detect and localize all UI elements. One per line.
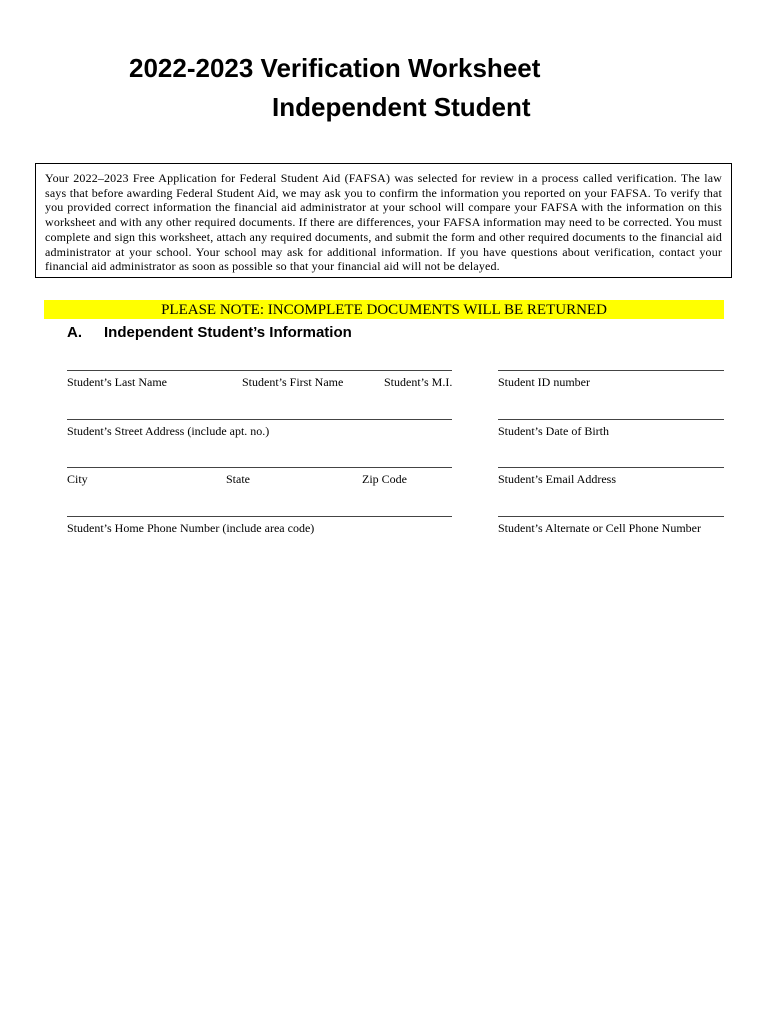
student-id-label: Student ID number	[498, 375, 590, 389]
intro-text: Your 2022–2023 Free Application for Federal Student Aid (FAFSA) was selected for review in a process called verification. The law says that before awarding Federal Student Aid, we may ask you to confirm the information you reported on your FAFSA. To verify that you provided correct information the financial aid administrator at your school will compare your FAFSA with the information on this worksheet and with any other required documents. If there are differences, your FAFSA information may need to be corrected. You must complete and sign this worksheet, attach any required documents, and submit the form and other required documents to the financial aid administrator at your school. Your school may ask for additional information. If you have questions about verification, contact your financial aid administrator as soon as possible so that your financial aid will not be delayed.	[45, 171, 722, 274]
worksheet-subtitle: Independent Student	[272, 92, 531, 122]
date-of-birth-label: Student’s Date of Birth	[498, 424, 609, 438]
student-id-input-line[interactable]	[498, 370, 724, 371]
date-of-birth-input-line[interactable]	[498, 419, 724, 420]
intro-paragraph-box	[35, 163, 732, 278]
street-address-input-line[interactable]	[67, 419, 452, 420]
last-name-label: Student’s Last Name	[67, 375, 167, 389]
city-label: City	[67, 472, 88, 486]
section-title: Independent Student’s Information	[104, 324, 352, 341]
incomplete-documents-notice: PLEASE NOTE: INCOMPLETE DOCUMENTS WILL BE RETURNED	[44, 300, 724, 319]
state-label: State	[226, 472, 250, 486]
home-phone-label: Student’s Home Phone Number (include area code)	[67, 521, 315, 535]
middle-initial-label: Student’s M.I.	[384, 375, 453, 389]
name-input-line[interactable]	[67, 370, 452, 371]
section-letter: A.	[67, 324, 82, 341]
zip-code-label: Zip Code	[362, 472, 407, 486]
first-name-label: Student’s First Name	[242, 375, 344, 389]
alt-phone-input-line[interactable]	[498, 516, 724, 517]
email-label: Student’s Email Address	[498, 472, 616, 486]
worksheet-title: 2022-2023 Verification Worksheet	[129, 53, 541, 83]
home-phone-input-line[interactable]	[67, 516, 452, 517]
street-address-label: Student’s Street Address (include apt. no.)	[67, 424, 270, 438]
alt-phone-label: Student’s Alternate or Cell Phone Number	[498, 521, 701, 535]
city-state-zip-input-line[interactable]	[67, 467, 452, 468]
email-input-line[interactable]	[498, 467, 724, 468]
